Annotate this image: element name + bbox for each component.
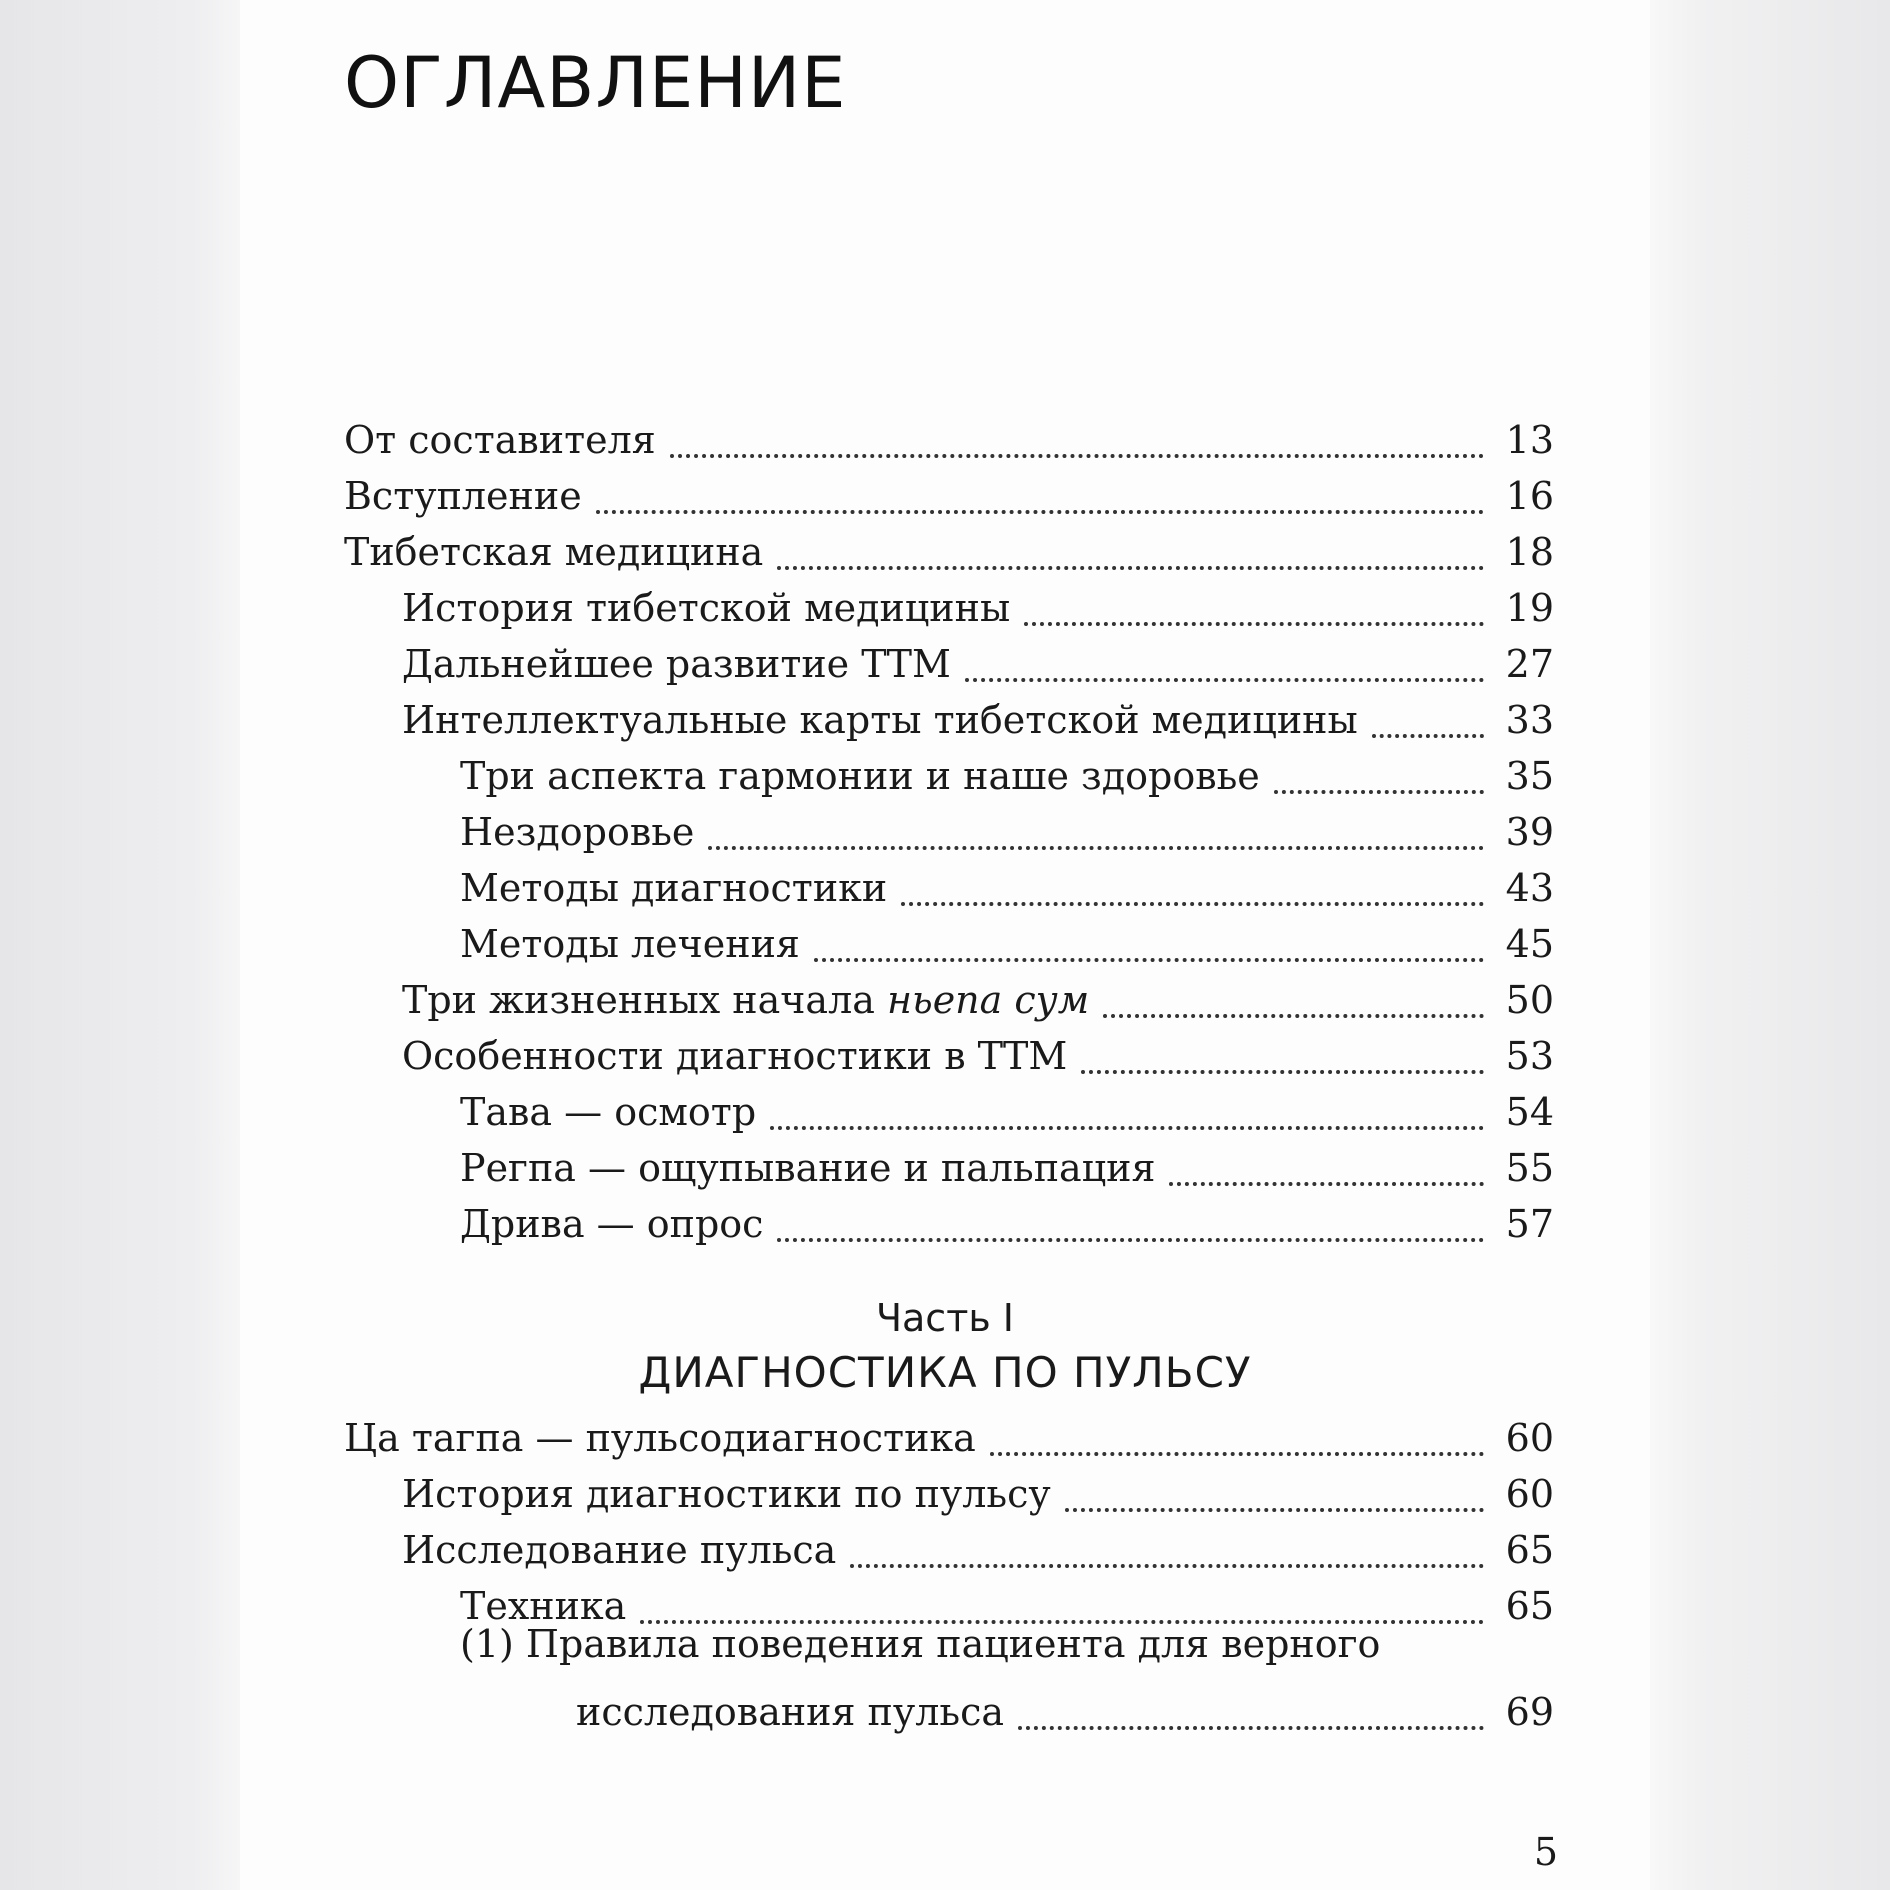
toc-entry-page: 57 <box>1505 1202 1554 1246</box>
toc-entry-label: Методы лечения <box>460 922 800 966</box>
toc-entry-page: 16 <box>1505 474 1554 518</box>
dot-leader <box>850 1563 1484 1568</box>
dot-leader <box>1065 1507 1484 1512</box>
toc-entry-page: 13 <box>1505 418 1554 462</box>
dot-leader <box>1274 789 1484 794</box>
toc-entry-page: 19 <box>1505 586 1554 630</box>
toc-entry-label: Регпа — ощупывание и пальпация <box>460 1146 1156 1190</box>
toc-entry[interactable] <box>402 1458 1554 1518</box>
toc-entry-label: исследования пульса <box>576 1690 1005 1734</box>
toc-entry-page: 43 <box>1505 866 1554 910</box>
page-number: 5 <box>1533 1830 1558 1874</box>
toc-entry-label: Исследование пульса <box>402 1528 837 1572</box>
dot-leader <box>777 1237 1484 1242</box>
toc-entry-label: Тава — осмотр <box>460 1090 757 1134</box>
toc-entry-label: Интеллектуальные карты тибетской медицины <box>402 698 1358 742</box>
dot-leader <box>901 901 1484 906</box>
dot-leader <box>670 453 1484 458</box>
dot-leader <box>1081 1069 1484 1074</box>
toc-entry-page: 60 <box>1505 1416 1554 1460</box>
toc-entry[interactable] <box>460 796 1554 856</box>
toc-entry[interactable] <box>402 628 1554 688</box>
toc-entry-page: 45 <box>1505 922 1554 966</box>
toc-entry-label: От составителя <box>344 418 656 462</box>
toc-entry[interactable] <box>402 1514 1554 1574</box>
toc-entry[interactable] <box>460 740 1554 800</box>
dot-leader <box>1372 733 1484 738</box>
toc-entry-page: 65 <box>1505 1528 1554 1572</box>
toc-entry[interactable] <box>460 908 1554 968</box>
toc-entry[interactable] <box>402 1020 1554 1080</box>
dot-leader <box>770 1125 1484 1130</box>
toc-entry-page: 33 <box>1505 698 1554 742</box>
part-number: Часть I <box>875 1296 1015 1340</box>
dot-leader <box>1169 1181 1484 1186</box>
toc-entry-page: 50 <box>1505 978 1554 1022</box>
toc-entry-page: 55 <box>1505 1146 1554 1190</box>
toc-entry-label: Вступление <box>344 474 582 518</box>
toc-entry[interactable] <box>344 404 1554 464</box>
toc-entry-label-main: Три жизненных начала <box>402 978 875 1022</box>
toc-entry[interactable] <box>402 572 1554 632</box>
dot-leader <box>965 677 1484 682</box>
toc-entry-page: 53 <box>1505 1034 1554 1078</box>
toc-entry-label: Методы диагностики <box>460 866 888 910</box>
toc-entry[interactable] <box>460 1132 1554 1192</box>
toc-entry-label: Дрива — опрос <box>460 1202 764 1246</box>
toc-entry-label-italic: ньепа сум <box>886 978 1090 1022</box>
page-title: ОГЛАВЛЕНИЕ <box>344 42 847 124</box>
toc-entry[interactable] <box>460 852 1554 912</box>
toc-entry[interactable] <box>344 460 1554 520</box>
dot-leader <box>1103 1013 1484 1018</box>
toc-entry[interactable] <box>460 1188 1554 1248</box>
toc-entry-label: Нездоровье <box>460 810 695 854</box>
toc-entry-label: Дальнейшее развитие ТТМ <box>402 642 951 686</box>
toc-entry-page: 39 <box>1505 810 1554 854</box>
toc-entry-page: 54 <box>1505 1090 1554 1134</box>
toc-entry-page: 18 <box>1505 530 1554 574</box>
toc-entry[interactable] <box>460 1076 1554 1136</box>
toc-entry-page: 35 <box>1505 754 1554 798</box>
toc-entry-wrapped-first-line[interactable]: (1) Правила поведения пациента для верного <box>460 1622 1381 1666</box>
part-title: ДИАГНОСТИКА ПО ПУЛЬСУ <box>638 1348 1252 1397</box>
toc-entry-page: 69 <box>1505 1690 1554 1734</box>
dot-leader <box>777 565 1484 570</box>
dot-leader <box>814 957 1484 962</box>
toc-entry-label: Ца тагпа — пульсодиагностика <box>344 1416 976 1460</box>
toc-entry-label <box>402 976 1089 1024</box>
toc-entry-label: Тибетская медицина <box>344 530 764 574</box>
toc-entry-label: Техника <box>460 1584 627 1628</box>
toc-entry-page: 60 <box>1505 1472 1554 1516</box>
toc-entry[interactable] <box>576 1676 1554 1736</box>
dot-leader <box>1018 1725 1484 1730</box>
toc-entry[interactable] <box>402 684 1554 744</box>
toc-entry-page: 27 <box>1505 642 1554 686</box>
toc-entry[interactable] <box>344 516 1554 576</box>
toc-entry-label: История тибетской медицины <box>402 586 1011 630</box>
toc-entry-label: Три аспекта гармонии и наше здоровье <box>460 754 1260 798</box>
dot-leader <box>990 1451 1484 1456</box>
toc-entry[interactable] <box>402 964 1554 1024</box>
toc-entry-label: Особенности диагностики в ТТМ <box>402 1034 1068 1078</box>
dot-leader <box>1024 621 1484 626</box>
toc-entry-label: История диагностики по пульсу <box>402 1472 1051 1516</box>
toc-entry[interactable] <box>344 1402 1554 1462</box>
toc-entry-page: 65 <box>1505 1584 1554 1628</box>
dot-leader <box>596 509 1484 514</box>
dot-leader <box>708 845 1484 850</box>
